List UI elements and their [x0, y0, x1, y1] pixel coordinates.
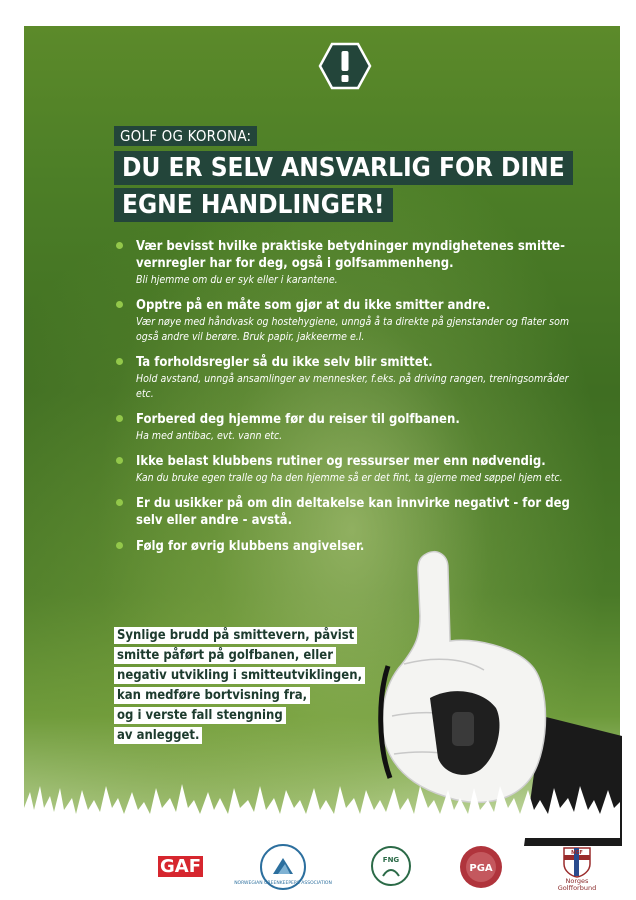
list-item [114, 495, 584, 529]
guideline-title: Ikke belast klubbens rutiner og ressurser mer enn nødvendig. [136, 454, 546, 469]
bullet-dot-icon [116, 242, 123, 249]
guideline-note: Bli hjemme om du er syk eller i karantene. [136, 274, 338, 286]
bullet-dot-icon [116, 499, 123, 506]
guideline-note: Kan du bruke egen tralle og ha den hjemme så er det fint, ta gjerne med søppel hjem etc. [136, 472, 563, 484]
list-item [114, 453, 584, 486]
ngf-caption-line-2: Golfforbund [557, 884, 597, 892]
guideline-note: Vær nøye med håndvask og hostehygiene, unngå å ta direkte på gjenstander og flater som også andre vil berøre. Bruk papir, jakkeerme e.l. [136, 316, 570, 343]
warning-line: og i verste fall stengning [114, 707, 286, 724]
header-kicker: GOLF OG KORONA: [114, 126, 257, 146]
pga-logo-text: PGA [469, 863, 493, 874]
list-item [114, 297, 584, 345]
greenkeepers-logo-text: NORWEGIAN GREENKEEPERS ASSOCIATION [234, 881, 332, 886]
sponsor-logos [0, 838, 636, 900]
bullet-dot-icon [116, 457, 123, 464]
bullet-dot-icon [116, 415, 123, 422]
guideline-title: Forbered deg hjemme før du reiser til golfbanen. [136, 412, 460, 427]
gaf-logo-text: GAF [160, 856, 202, 877]
bullet-dot-icon [116, 358, 123, 365]
pga-logo [458, 844, 504, 890]
ngf-mark-text: NGF [571, 850, 583, 856]
guideline-title: Følg for øvrig klubbens angivelser. [136, 539, 365, 554]
bullet-dot-icon [116, 542, 123, 549]
warning-line: kan medføre bortvisning fra, [114, 687, 310, 704]
warning-line: smitte påført på golfbanen, eller [114, 647, 336, 664]
guideline-title: Ta forholdsregler så du ikke selv blir smittet. [136, 355, 433, 370]
guideline-list [114, 238, 584, 564]
page-title-line-2: EGNE HANDLINGER! [114, 188, 393, 222]
fng-logo [370, 842, 412, 890]
grass-decoration [24, 758, 620, 838]
guideline-note: Hold avstand, unngå ansamlinger av mennesker, f.eks. på driving rangen, treningsområder etc. [136, 373, 569, 400]
list-item [114, 238, 584, 288]
guideline-note: Ha med antibac, evt. vann etc. [136, 430, 283, 442]
bullet-dot-icon [116, 301, 123, 308]
guideline-title: Opptre på en måte som gjør at du ikke smitter andre. [136, 298, 491, 313]
page-title [114, 150, 574, 224]
ngf-caption-line-1: Norges [565, 877, 589, 885]
page-title-line-1: DU ER SELV ANSVARLIG FOR DINE [114, 151, 573, 185]
fng-logo-text: FNG [382, 856, 400, 864]
list-item [114, 354, 584, 402]
exclamation-badge-icon [319, 42, 371, 90]
warning-line: av anlegget. [114, 727, 202, 744]
guideline-title: Vær bevisst hvilke praktiske betydninger myndighetenes smitte-vernregler har for deg, også i golfsammenheng. [136, 239, 565, 271]
greenkeepers-logo [234, 842, 332, 892]
guideline-title: Er du usikker på om din deltakelse kan innvirke negativt - for deg selv eller andre - avstå. [136, 496, 570, 528]
warning-line: Synlige brudd på smittevern, påvist [114, 627, 357, 644]
ngf-shield-logo [562, 846, 592, 878]
list-item [114, 411, 584, 444]
poster [24, 26, 620, 838]
gaf-logo [158, 856, 203, 877]
warning-line: negativ utvikling i smitteutviklingen, [114, 667, 365, 684]
ngf-caption [552, 878, 602, 892]
